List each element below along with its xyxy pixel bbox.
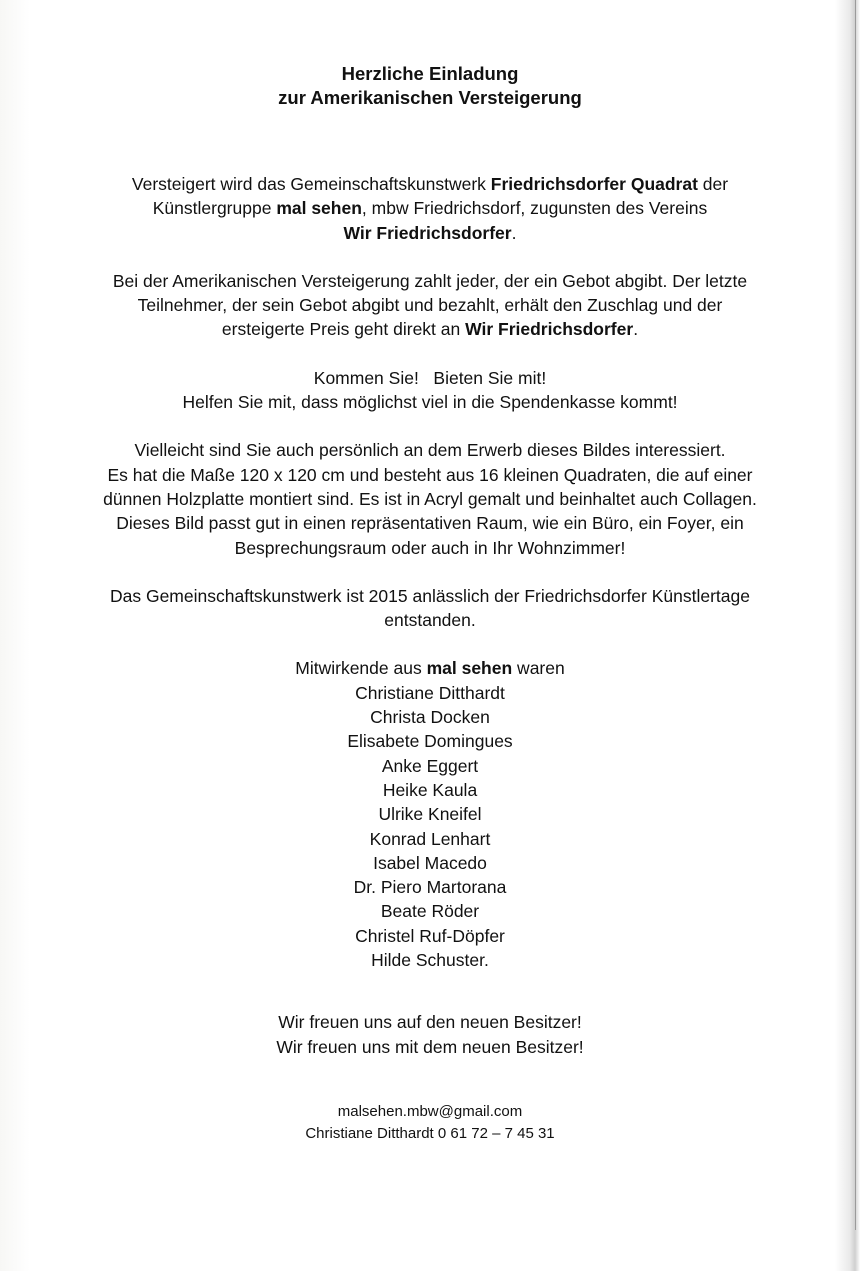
rules-line-2: Teilnehmer, der sein Gebot abgibt und bezahlt, erhält den Zuschlag und der	[137, 295, 723, 316]
contributor-name: Elisabete Domingues	[347, 731, 513, 752]
contributors-heading-post: waren	[512, 658, 565, 679]
contributor-name: Dr. Piero Martorana	[353, 877, 507, 898]
intro-paragraph	[40, 172, 820, 245]
contact-phone: Christiane Ditthardt 0 61 72 – 7 45 31	[305, 1124, 555, 1142]
origin-line-1: Das Gemeinschaftskunstwerk ist 2015 anlässlich der Friedrichsdorfer Künstlertage	[109, 585, 750, 606]
rules-line-1: Bei der Amerikanischen Versteigerung zahlt jeder, der ein Gebot abgibt. Der letzte	[112, 270, 748, 291]
contributors-heading-pre: Mitwirkende aus	[295, 658, 427, 679]
rules-end: .	[633, 319, 639, 340]
call-line-1: Kommen Sie! Bieten Sie mit!	[313, 367, 547, 388]
contributors-list	[40, 681, 820, 973]
intro-end: .	[511, 222, 517, 243]
description-line-2: Es hat die Maße 120 x 120 cm und besteht aus 16 kleinen Quadraten, die auf einer	[107, 464, 753, 485]
intro-text-3: Künstlergruppe	[152, 198, 277, 219]
description-line-5: Besprechungsraum oder auch in Ihr Wohnzimmer!	[234, 537, 626, 558]
contributor-name: Ulrike Kneifel	[378, 804, 482, 825]
intro-text-1: Versteigert wird das Gemeinschaftskunstwerk	[131, 174, 491, 194]
description-line-4: Dieses Bild passt gut in einen repräsentativen Raum, wie ein Büro, ein Foyer, ein	[116, 513, 744, 534]
contact-block	[40, 1101, 820, 1145]
description-paragraph	[40, 438, 820, 559]
contact-email[interactable]: malsehen.mbw@gmail.com	[337, 1102, 523, 1120]
contributor-name: Beate Röder	[380, 901, 480, 922]
title-line-1: Herzliche Einladung	[341, 63, 519, 84]
page-edge-shadow	[855, 0, 856, 1230]
origin-paragraph	[40, 584, 820, 633]
group-name: mal sehen	[276, 198, 362, 219]
contributor-name: Christa Docken	[370, 707, 490, 728]
contributors-heading	[40, 656, 820, 680]
rules-association: Wir Friedrichsdorfer	[465, 319, 634, 340]
description-line-3: dünnen Holzplatte montiert sind. Es ist in Acryl gemalt und beinhaltet auch Collagen.	[103, 488, 757, 509]
contributor-name: Konrad Lenhart	[369, 828, 491, 849]
contributor-name: Christel Ruf-Döpfer	[355, 925, 505, 946]
artwork-name: Friedrichsdorfer Quadrat	[490, 174, 698, 194]
rules-line-3: ersteigerte Preis geht direkt an	[221, 319, 466, 340]
closing-line-2: Wir freuen uns mit dem neuen Besitzer!	[276, 1036, 584, 1057]
contributor-name: Isabel Macedo	[373, 852, 487, 873]
call-paragraph	[40, 366, 820, 415]
contributor-name: Heike Kaula	[382, 779, 478, 800]
rules-paragraph	[40, 269, 820, 342]
contributor-name: Hilde Schuster.	[371, 950, 489, 971]
origin-line-2: entstanden.	[384, 610, 476, 631]
closing-paragraph	[40, 1010, 820, 1059]
contributors-group-name: mal sehen	[426, 658, 513, 679]
contributor-name: Christiane Ditthardt	[355, 682, 505, 703]
contributor-name: Anke Eggert	[381, 755, 479, 776]
call-line-2: Helfen Sie mit, dass möglichst viel in die Spendenkasse kommt!	[182, 392, 678, 413]
intro-text-2: der	[697, 174, 729, 194]
closing-line-1: Wir freuen uns auf den neuen Besitzer!	[278, 1012, 582, 1033]
association-name: Wir Friedrichsdorfer	[343, 222, 512, 243]
invitation-content	[40, 62, 820, 1145]
title-line-2: zur Amerikanischen Versteigerung	[278, 87, 582, 108]
intro-text-4: , mbw Friedrichsdorf, zugunsten des Vereins	[361, 198, 708, 219]
description-line-1: Vielleicht sind Sie auch persönlich an dem Erwerb dieses Bildes interessiert.	[134, 440, 726, 461]
